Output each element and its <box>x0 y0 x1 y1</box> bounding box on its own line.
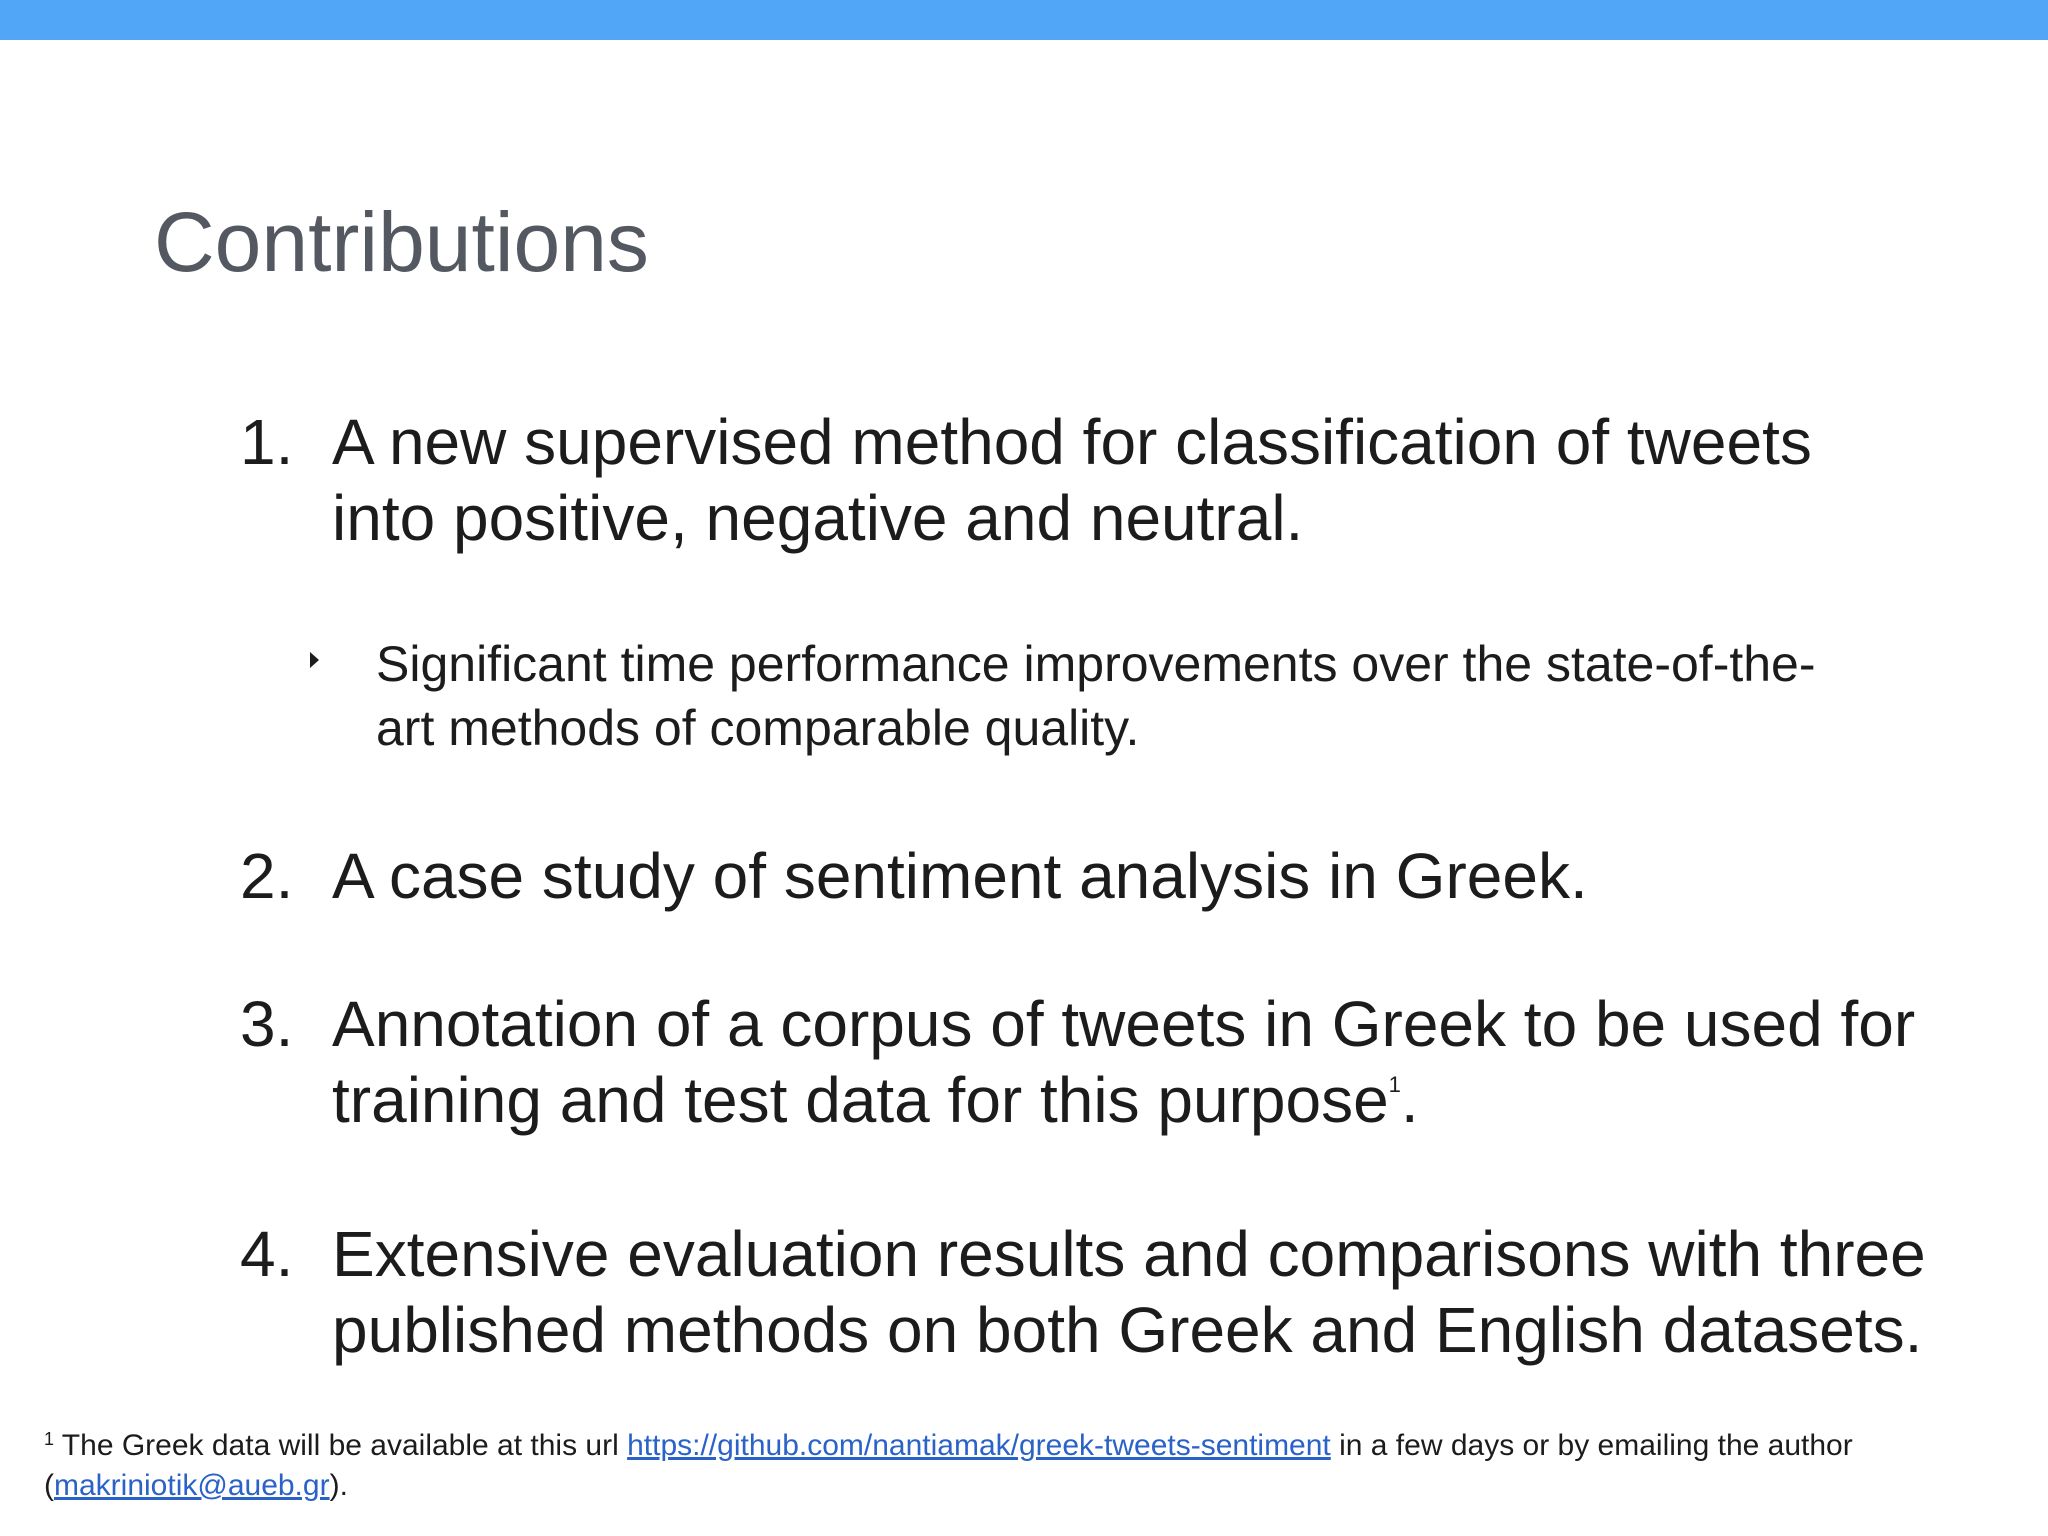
footnote-paren-open: ( <box>44 1469 54 1502</box>
item-number: 4. <box>240 1218 294 1290</box>
item-number: 3. <box>240 988 294 1060</box>
subitem-text: Significant time performance improvements over the state-of-the- art methods of comparable quality. <box>376 636 1816 756</box>
footnote-text-before: The Greek data will be available at this url <box>54 1429 628 1462</box>
contribution-subitem-1 <box>310 632 2010 760</box>
footnote-text-middle: in a few days or by emailing the author <box>1330 1429 1853 1462</box>
item-text: Extensive evaluation results and comparisons with three published methods on both Greek and English datasets. <box>332 1218 1926 1366</box>
contribution-item-4 <box>240 1216 2000 1368</box>
footnote-reference: 1 <box>1388 1072 1401 1097</box>
slide-title: Contributions <box>154 195 649 289</box>
item-text: Annotation of a corpus of tweets in Greek to be used for training and test data for this purpose <box>332 988 1916 1136</box>
item-number: 1. <box>240 406 294 478</box>
item-number: 2. <box>240 840 294 912</box>
footnote-paren-close: ). <box>329 1469 348 1502</box>
footnote <box>44 1426 2024 1506</box>
item-text-trailing: . <box>1400 1064 1419 1136</box>
contribution-item-2 <box>240 838 2000 914</box>
author-email-link[interactable]: makriniotik@aueb.gr <box>54 1469 330 1502</box>
contribution-item-3 <box>240 986 2000 1138</box>
item-text: A new supervised method for classification of tweets into positive, negative and neutral. <box>332 406 1812 554</box>
contribution-item-1 <box>240 404 2000 556</box>
top-accent-bar <box>0 0 2048 40</box>
triangle-bullet-icon <box>310 652 319 668</box>
dataset-url-link[interactable]: https://github.com/nantiamak/greek-tweets-sentiment <box>627 1429 1331 1462</box>
footnote-marker: 1 <box>44 1429 55 1449</box>
item-text-wrapper <box>332 986 2000 1138</box>
item-text: A case study of sentiment analysis in Greek. <box>332 840 1588 912</box>
